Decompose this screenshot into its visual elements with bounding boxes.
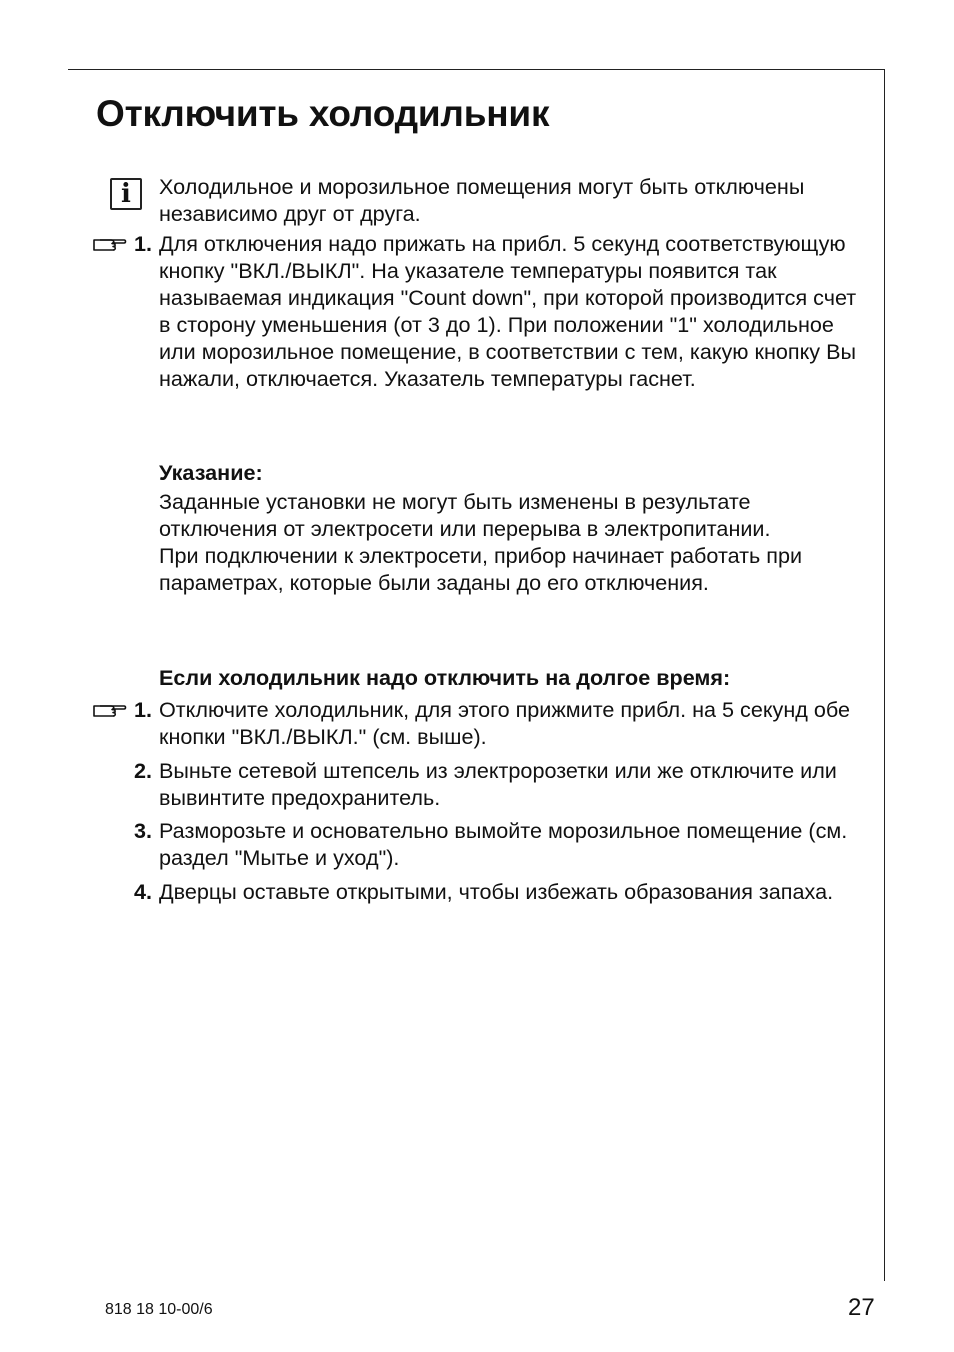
info-icon: i xyxy=(110,178,142,210)
list-item xyxy=(159,696,869,750)
info-note-text: Холодильное и морозильное помещения могут быть отключены независимо друг от друга. xyxy=(159,174,805,226)
step-number: 4. xyxy=(133,879,152,904)
note-heading: Указание: xyxy=(159,460,263,485)
document-code: 818 18 10-00/6 xyxy=(105,1301,213,1318)
step-text: Выньте сетевой штепсель из электророзетки или же отключите или вывинтите предохранитель. xyxy=(159,758,837,810)
step-number: 3. xyxy=(133,818,152,843)
step-number: 1. xyxy=(133,697,152,722)
switch-off-step xyxy=(159,230,869,392)
switch-off-step-text: Для отключения надо прижать на прибл. 5 секунд соответствующую кнопку "ВКЛ./ВЫКЛ". На указателе температуры появится так называемая индикация "Count down", при которой производится счет в сторону уменьшения (от 3 до 1). При положении "1" холодильное или морозильное помещение, в соответствии с тем, какую кнопку Вы нажали, отключается. Указатель температуры гаснет. xyxy=(159,231,857,391)
right-rule xyxy=(884,69,885,1281)
pointing-hand-icon xyxy=(93,234,127,254)
page-number: 27 xyxy=(848,1294,875,1321)
step-text: Разморозьте и основательно вымойте морозильное помещение (см. раздел "Мытье и уход"). xyxy=(159,818,848,870)
step-text: Дверцы оставьте открытыми, чтобы избежать образования запаха. xyxy=(159,879,834,904)
pointing-hand-icon xyxy=(93,700,127,720)
note-section xyxy=(159,459,869,596)
note-paragraph-1: Заданные установки не могут быть изменены в результате отключения от электросети или перерыва в электропитании. xyxy=(159,489,771,541)
long-term-section xyxy=(159,664,869,691)
step-number: 2. xyxy=(133,758,152,783)
list-item xyxy=(159,817,869,871)
list-item xyxy=(159,757,869,811)
top-rule xyxy=(68,69,885,70)
list-item xyxy=(159,878,869,905)
note-paragraph-2: При подключении к электросети, прибор начинает работать при параметрах, которые были заданы до его отключения. xyxy=(159,543,803,595)
long-term-heading: Если холодильник надо отключить на долгое время: xyxy=(159,665,731,690)
step-text: Отключите холодильник, для этого прижмите прибл. на 5 секунд обе кнопки "ВКЛ./ВЫКЛ." (см. выше). xyxy=(159,697,851,749)
page-title: Отключить холодильник xyxy=(96,93,550,134)
info-note xyxy=(159,173,869,227)
step-number: 1. xyxy=(133,231,152,256)
